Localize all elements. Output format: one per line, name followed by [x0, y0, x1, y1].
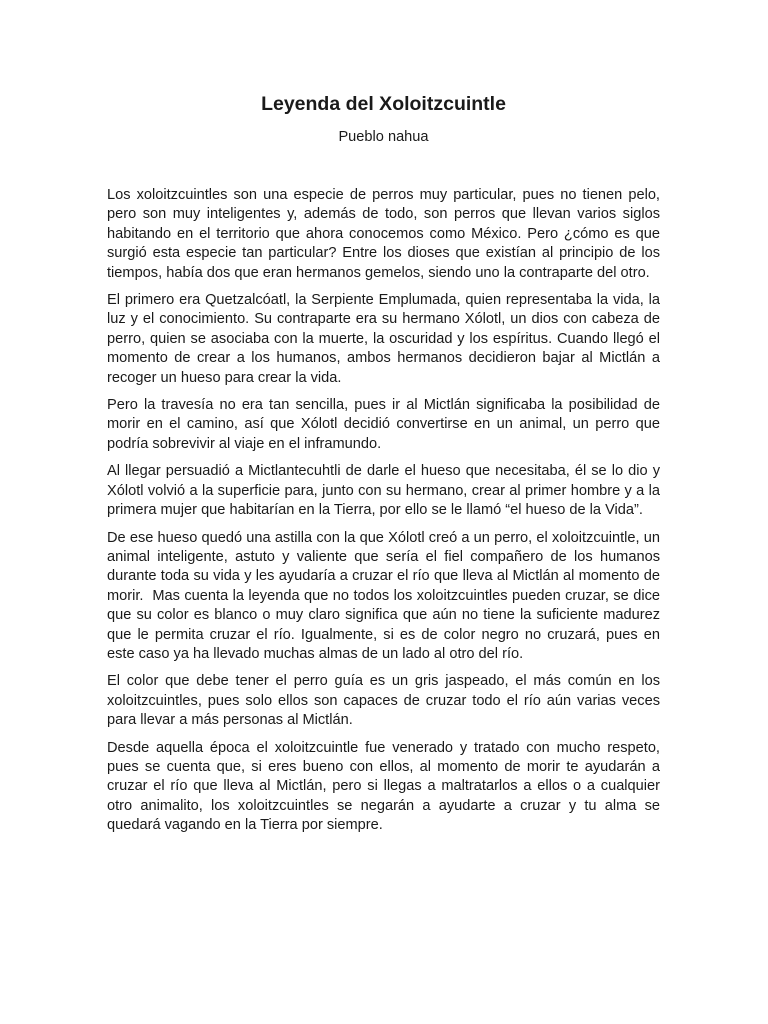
paragraph: Desde aquella época el xoloitzcuintle fue venerado y tratado con mucho respeto, pues se cuenta que, si eres bueno con ellos, al momento de morir te ayudarán a cruzar el río que lleva al Mictlán, pero si llegas a maltratarlos a ellos o a cualquier otro animalito, los xoloitzcuintles se negarán a ayudarte a cruzar y tu alma se quedará vagando en la Tierra por siempre. — [107, 739, 665, 834]
paragraph: El color que debe tener el perro guía es un gris jaspeado, el más común en los xoloitzcuintles, pues solo ellos son capaces de cruzar todo el río aún varias veces para llevar a más personas al Mictlán. — [107, 673, 665, 729]
paragraph: Los xoloitzcuintles son una especie de perros muy particular, pues no tienen pelo, pero son muy inteligentes y, además de todo, son perros que llevan varios siglos habitando en el territorio que ahora conocemos como México. Pero ¿cómo es que surgió esta especie tan particular? Entre los dioses que existían al principio de los tiempos, había dos que eran hermanos gemelos, siendo uno la contraparte del otro. — [107, 187, 665, 281]
paragraph: El primero era Quetzalcóatl, la Serpiente Emplumada, quien representaba la vida, la luz y el conocimiento. Su contraparte era su hermano Xólotl, un dios con cabeza de perro, quien se asociaba con la muerte, la oscuridad y los espíritus. Cuando llegó el momento de crear a los humanos, ambos hermanos decidieron bajar al Mictlán a recoger un hueso para crear la vida. — [107, 292, 665, 386]
document-title: Leyenda del Xoloitzcuintle — [261, 93, 506, 115]
paragraph: Al llegar persuadió a Mictlantecuhtli de darle el hueso que necesitaba, él se lo dio y Xólotl volvió a la superficie para, junto con su hermano, crear al primer hombre y a la primera mujer que habitarían en la Tierra, por ello se le llamó “el hueso de la Vida”. — [107, 463, 665, 519]
paragraph: Pero la travesía no era tan sencilla, pues ir al Mictlán significaba la posibilidad de morir en el camino, así que Xólotl decidió convertirse en un animal, un perro que podría sobrevivir al viaje en el inframundo. — [107, 397, 665, 452]
document-subtitle: Pueblo nahua — [338, 129, 429, 145]
document-body — [107, 186, 665, 844]
paragraph: De ese hueso quedó una astilla con la que Xólotl creó a un perro, el xoloitzcuintle, un animal inteligente, astuto y valiente que sería el fiel compañero de los humanos durante toda su vida y les ayudaría a cruzar el río que lleva al Mictlán al momento de morir. Mas cuenta la leyenda que no todos los xoloitzcuintles pueden cruzar, se dice que su color es blanco o muy claro significa que aún no tiene la suficiente madurez que le permita cruzar el río. Igualmente, si es de color negro no cruzará, pues en este caso ya ha llevado muchas almas de un lado al otro del río. — [107, 529, 665, 662]
